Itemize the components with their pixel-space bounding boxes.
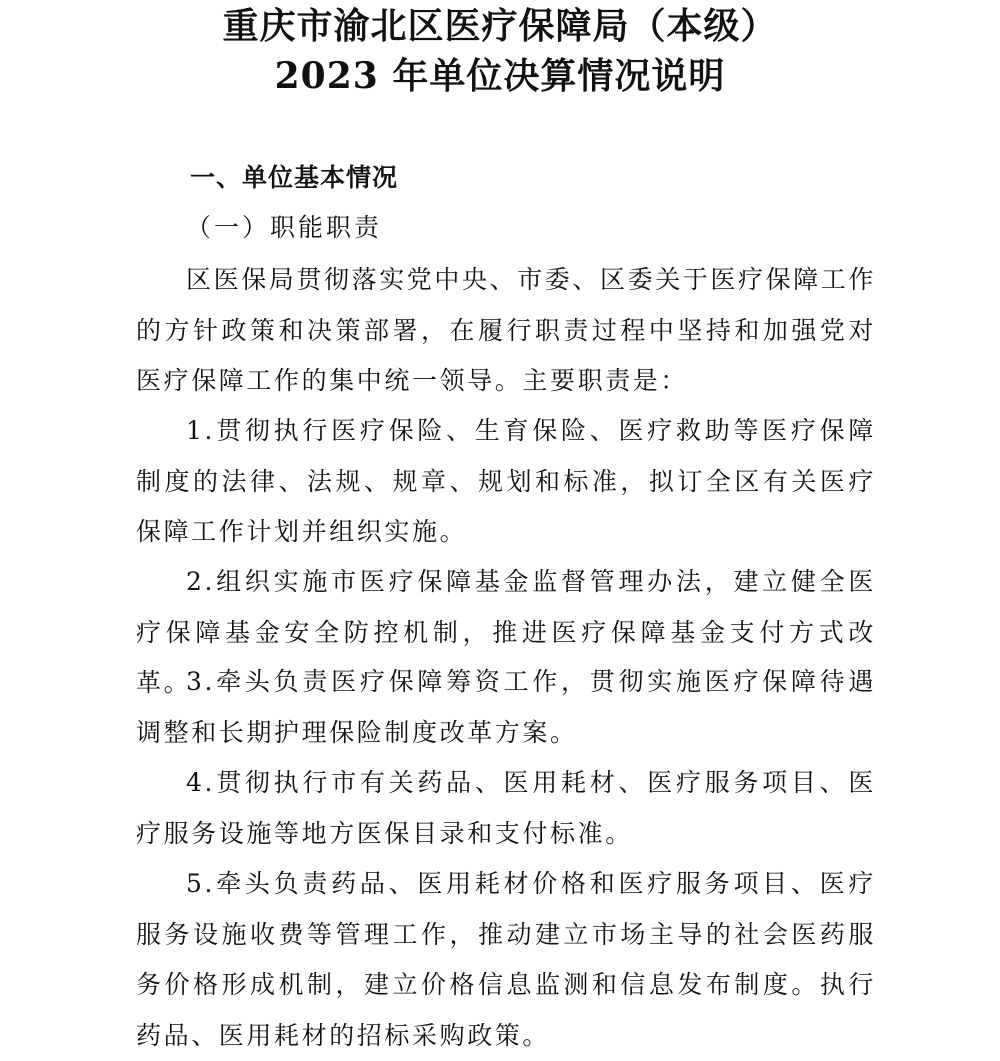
duty-item-4: 4.贯彻执行市有关药品、医用耗材、医疗服务项目、医疗服务设施等地方医保目录和支付标准。 bbox=[136, 768, 876, 848]
document-title-line2: 2023 年单位决算情况说明 bbox=[274, 55, 726, 97]
duty-item-3: 3.牵头负责医疗保障筹资工作，贯彻实施医疗保障待遇调整和长期护理保险制度改革方案。 bbox=[136, 667, 876, 747]
section-heading: 一、单位基本情况 bbox=[190, 163, 399, 192]
duty-item-1: 1.贯彻执行医疗保险、生育保险、医疗救助等医疗保障制度的法律、法规、规章、规划和标准，拟订全区有关医疗保障工作计划并组织实施。 bbox=[136, 416, 876, 546]
duty-item-5: 5.牵头负责药品、医用耗材价格和医疗服务项目、医疗服务设施收费等管理工作，推动建立市场主导的社会医药服务价格形成机制，建立价格信息监测和信息发布制度。执行药品、医用耗材的招标采购政策。 bbox=[136, 869, 876, 1050]
duty-item-2: 2.组织实施市医疗保障基金监督管理办法，建立健全医疗保障基金安全防控机制，推进医疗保障基金支付方式改革。 bbox=[136, 567, 876, 697]
intro-paragraph: 区医保局贯彻落实党中央、市委、区委关于医疗保障工作的方针政策和决策部署，在履行职责过程中坚持和加强党对医疗保障工作的集中统一领导。主要职责是： bbox=[136, 265, 877, 395]
subsection-heading: （一）职能职责 bbox=[186, 213, 383, 242]
document-title-line1: 重庆市渝北区医疗保障局（本级） bbox=[222, 5, 778, 47]
